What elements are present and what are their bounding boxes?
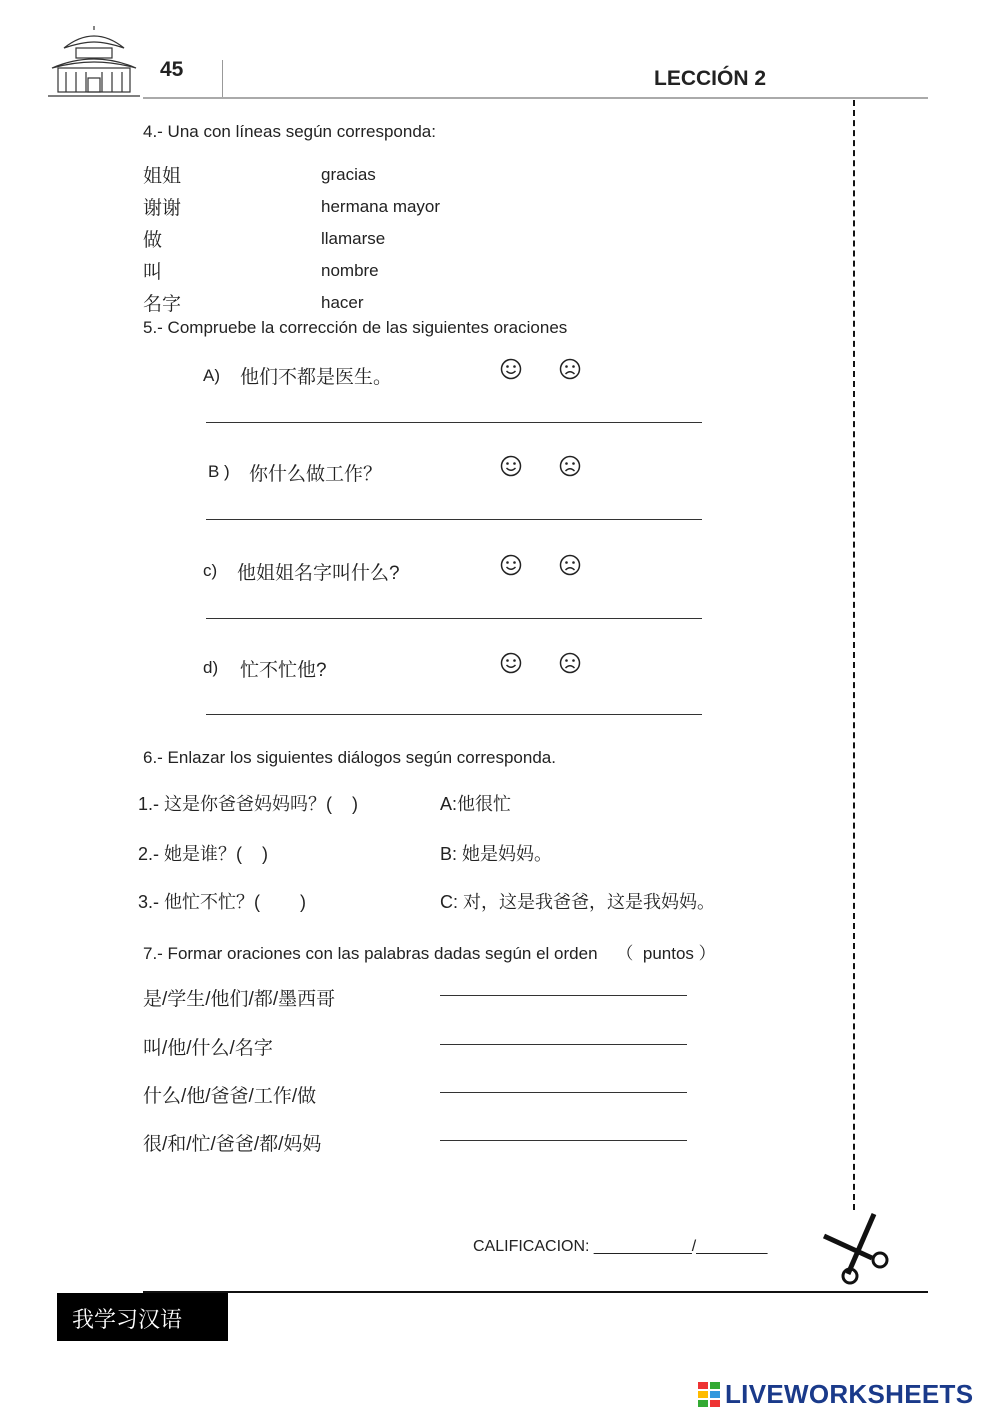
ex4-right-1: gracias: [321, 165, 376, 184]
footer-title: 我学习汉语: [72, 1307, 183, 1332]
ex5-label-c: c): [203, 561, 218, 580]
ex4-left-4: 叫: [143, 262, 163, 283]
bottom-rule: [143, 1291, 928, 1293]
ex5-sentence-b: 你什么做工作？: [249, 464, 383, 485]
happy-face-icon[interactable]: [500, 358, 522, 380]
ex7-answer-line-4[interactable]: [440, 1140, 687, 1141]
ex7-answer-line-3[interactable]: [440, 1092, 687, 1093]
sad-face-icon[interactable]: [559, 554, 581, 576]
ex4-right-3: llamarse: [321, 229, 386, 248]
ex5-answer-line-b[interactable]: [206, 519, 702, 520]
ex4-right-5: hacer: [321, 293, 364, 312]
ex4-right-4: nombre: [321, 261, 379, 280]
ex4-left-2: 谢谢: [143, 198, 182, 219]
sad-face-icon[interactable]: [559, 358, 581, 380]
lesson-title: LECCIÓN 2: [654, 67, 767, 90]
grade-label: CALIFICACION: ___________/________: [473, 1238, 768, 1255]
cut-line: [853, 100, 855, 1210]
brand-mark-icon: [698, 1382, 722, 1408]
ex4-title: 4.- Una con líneas según corresponda:: [143, 122, 436, 141]
happy-face-icon[interactable]: [500, 652, 522, 674]
ex6-question-1: 1.- 这是你爸爸妈妈吗？( ): [138, 794, 358, 814]
ex4-right-2: hermana mayor: [321, 197, 441, 216]
ex5-sentence-c: 他姐姐名字叫什么?: [237, 563, 400, 584]
pagoda-logo: [44, 26, 144, 100]
ex5-answer-line-d[interactable]: [206, 714, 702, 715]
ex6-question-2: 2.- 她是谁？( ): [138, 844, 268, 864]
sad-face-icon[interactable]: [559, 455, 581, 477]
ex5-label-d: d): [203, 658, 219, 677]
ex6-answer-c: C: 对，这是我爸爸，这是我妈妈。: [440, 892, 715, 912]
ex4-left-5: 名字: [143, 294, 182, 315]
ex6-answer-a: A:他很忙: [440, 794, 512, 814]
header-rule: [143, 97, 928, 99]
ex5-title: 5.- Compruebe la corrección de las siguientes oraciones: [143, 318, 568, 337]
happy-face-icon[interactable]: [500, 455, 522, 477]
ex6-title: 6.- Enlazar los siguientes diálogos según corresponda.: [143, 748, 556, 767]
liveworksheets-logo: [698, 1379, 973, 1410]
ex6-answer-b: B: 她是妈妈。: [440, 844, 553, 864]
ex5-sentence-d: 忙不忙他?: [240, 660, 327, 681]
ex7-words-2: 叫/他/什么/名字: [143, 1038, 273, 1059]
ex4-left-3: 做: [143, 230, 163, 251]
ex5-label-b: B ): [208, 462, 230, 481]
ex7-words-3: 什么/他/爸爸/工作/做: [143, 1086, 317, 1107]
ex7-answer-line-2[interactable]: [440, 1044, 687, 1045]
ex7-answer-line-1[interactable]: [440, 995, 687, 996]
ex5-sentence-a: 他们不都是医生。: [240, 367, 393, 388]
ex5-label-a: A): [203, 366, 220, 385]
scissors-icon: [818, 1208, 898, 1288]
ex5-answer-line-a[interactable]: [206, 422, 702, 423]
ex7-words-1: 是/学生/他们/都/墨西哥: [143, 989, 336, 1010]
ex5-answer-line-c[interactable]: [206, 618, 702, 619]
ex7-words-4: 很/和/忙/爸爸/都/妈妈: [143, 1134, 322, 1155]
ex6-question-3: 3.- 他忙不忙？( ): [138, 892, 307, 912]
happy-face-icon[interactable]: [500, 554, 522, 576]
vertical-rule: [222, 60, 223, 98]
ex4-left-1: 姐姐: [143, 166, 182, 187]
ex7-title: 7.- Formar oraciones con las palabras dadas según el orden （ puntos ）: [143, 944, 716, 963]
sad-face-icon[interactable]: [559, 652, 581, 674]
page-number: 45: [160, 58, 184, 81]
brand-text: LIVEWORKSHEETS: [725, 1379, 974, 1409]
